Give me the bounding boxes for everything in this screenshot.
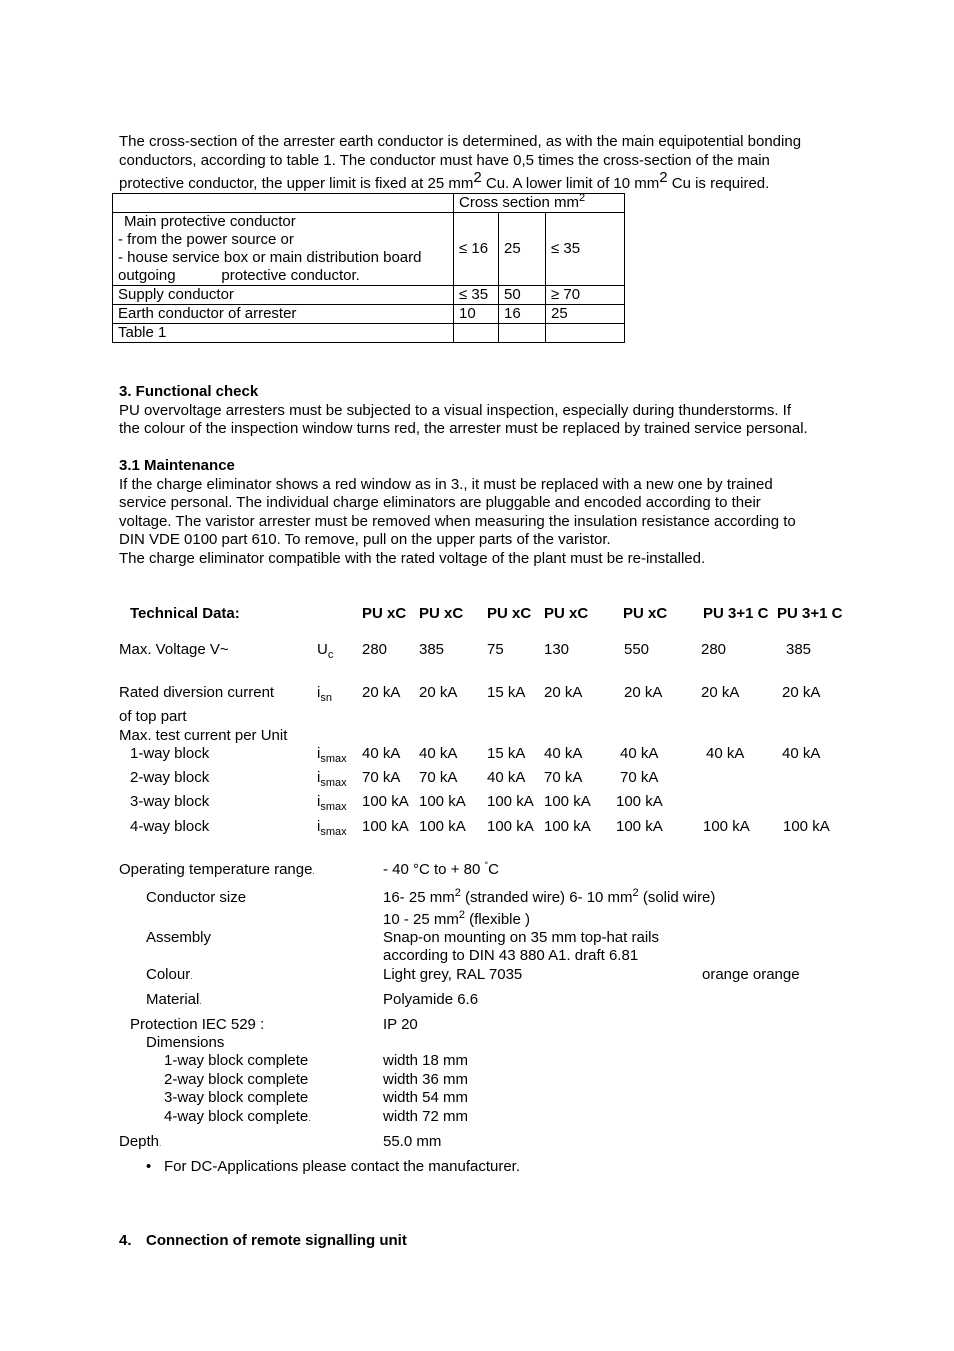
table-label: Main protective conductor xyxy=(124,213,296,230)
spec-value: according to DIN 43 880 A1. draft 6.81 xyxy=(383,947,639,964)
spec-value: 100 kA xyxy=(362,793,409,810)
symbol: i xyxy=(317,818,321,835)
spec-value: 280 xyxy=(362,641,388,658)
dot: . xyxy=(308,1114,311,1123)
table-cell: ≤ 35 xyxy=(454,286,499,305)
spec-value: 40 kA xyxy=(620,745,659,762)
spec-label: Conductor size xyxy=(146,889,247,906)
dimension-label xyxy=(164,1108,310,1125)
spec-value: 15 kA xyxy=(487,684,526,701)
spec-value: 70 kA xyxy=(419,769,458,786)
superscript: 2 xyxy=(579,192,586,204)
dimension-label-text: 4-way block complete xyxy=(164,1108,309,1125)
spec-value: 385 xyxy=(419,641,445,658)
conductor-text: (flexible ) xyxy=(464,911,531,928)
table-cell: ≤ 16 xyxy=(454,213,499,286)
paragraph-line: DIN VDE 0100 part 610. To remove, pull on the upper parts of the varistor. xyxy=(119,531,611,548)
superscript: 2 xyxy=(458,909,465,921)
spec-value: 100 kA xyxy=(616,818,663,835)
block-label: 2-way block xyxy=(130,769,210,786)
section-number: 4. xyxy=(119,1232,132,1249)
spec-value: 40 kA xyxy=(782,745,821,762)
table-header-cell xyxy=(454,194,625,213)
paragraph-line: voltage. The varistor arrester must be removed when measuring the insulation resistance according to xyxy=(119,512,796,530)
table-cell xyxy=(546,324,625,343)
cross-section-table xyxy=(112,193,625,343)
spec-value: 20 kA xyxy=(782,684,821,701)
spec-value: 100 kA xyxy=(487,818,534,835)
spec-value: orange orange xyxy=(702,966,800,983)
table-row xyxy=(113,305,625,324)
spec-value: 75 xyxy=(487,641,504,658)
spec-value: 100 kA xyxy=(616,793,663,810)
subscript: smax xyxy=(320,801,347,813)
spec-value: IP 20 xyxy=(383,1016,418,1033)
column-header: PU xC xyxy=(362,605,407,622)
spec-value: 40 kA xyxy=(706,745,745,762)
table-cell xyxy=(454,324,499,343)
symbol: U xyxy=(317,641,328,658)
spec-value: 385 xyxy=(786,641,812,658)
spec-label xyxy=(146,966,192,983)
section-heading: 3. Functional check xyxy=(119,383,259,400)
spec-value xyxy=(383,889,715,906)
spec-value xyxy=(383,911,530,928)
column-header: PU xC xyxy=(544,605,589,622)
table-cell xyxy=(499,324,546,343)
dimension-value: width 54 mm xyxy=(383,1089,469,1106)
symbol: i xyxy=(317,769,321,786)
column-header: PU xC xyxy=(419,605,464,622)
dot: . xyxy=(312,867,315,876)
spec-symbol xyxy=(317,684,332,704)
paragraph-line: If the charge eliminator shows a red window as in 3., it must be replaced with a new one by trained xyxy=(119,475,773,493)
spec-value: 40 kA xyxy=(487,769,526,786)
table-label: Earth conductor of arrester xyxy=(113,305,454,324)
table-header: Cross section mm xyxy=(459,194,580,211)
dimension-label: 2-way block complete xyxy=(164,1071,309,1088)
spec-value: 70 kA xyxy=(362,769,401,786)
table-label: - from the power source or xyxy=(118,231,294,248)
section-maintenance xyxy=(119,457,879,568)
spec-value: Light grey, RAL 7035 xyxy=(383,966,523,983)
table-row xyxy=(113,324,625,343)
intro-line: conductors, according to table 1. The conductor must have 0,5 times the cross-section of the main xyxy=(119,152,770,169)
table-row xyxy=(113,213,625,286)
spec-value: Polyamide 6.6 xyxy=(383,991,479,1008)
dimension-label: 1-way block complete xyxy=(164,1052,309,1069)
table-cell: ≤ 35 xyxy=(546,213,625,286)
symbol: i xyxy=(317,745,321,762)
temp-text: - 40 °C to + 80 xyxy=(383,861,485,878)
spec-label: Max. test current per Unit xyxy=(119,727,288,744)
dimension-value: width 18 mm xyxy=(383,1052,469,1069)
table-label: - house service box or main distribution board xyxy=(118,249,422,266)
table-caption: Table 1 xyxy=(113,324,454,343)
spec-label-text: Colour xyxy=(146,966,191,983)
dimension-label: 3-way block complete xyxy=(164,1089,309,1106)
paragraph-line: PU overvoltage arresters must be subjected to a visual inspection, especially during thunderstorms. If xyxy=(119,401,791,419)
conductor-text: 10 - 25 mm xyxy=(383,911,459,928)
conductor-text: 16- 25 mm xyxy=(383,889,455,906)
conductor-text: (solid wire) xyxy=(638,889,716,906)
table-cell: 25 xyxy=(499,213,546,286)
spec-symbol xyxy=(317,793,347,813)
spec-value: 20 kA xyxy=(701,684,740,701)
spec-value: Snap-on mounting on 35 mm top-hat rails xyxy=(383,929,659,946)
table-cell: ≥ 70 xyxy=(546,286,625,305)
spec-label xyxy=(146,991,202,1008)
spec-symbol xyxy=(317,818,347,838)
spec-value: 15 kA xyxy=(487,745,526,762)
block-label: 4-way block xyxy=(130,818,210,835)
table-row xyxy=(113,286,625,305)
spec-value: 20 kA xyxy=(624,684,663,701)
paragraph-line: The charge eliminator compatible with the rated voltage of the plant must be re-installed. xyxy=(119,549,706,567)
spec-value: 280 xyxy=(701,641,727,658)
spec-value: 130 xyxy=(544,641,570,658)
spec-label xyxy=(119,1133,161,1150)
spec-label: Max. Voltage V~ xyxy=(119,641,229,658)
intro-text: Cu is required. xyxy=(667,175,770,192)
intro-text: Cu. A lower limit of 10 mm xyxy=(481,175,660,192)
dot: . xyxy=(159,1139,162,1148)
column-header: PU 3+1 C xyxy=(777,605,843,622)
symbol: i xyxy=(317,793,321,810)
spec-value: 20 kA xyxy=(362,684,401,701)
intro-line: The cross-section of the arrester earth conductor is determined, as with the main equipotential bonding xyxy=(119,133,802,150)
subscript: smax xyxy=(320,826,347,838)
dot: . xyxy=(199,997,202,1006)
subscript: sn xyxy=(320,692,332,704)
spec-value: 55.0 mm xyxy=(383,1133,442,1150)
column-header: PU xC xyxy=(487,605,532,622)
subscript: smax xyxy=(320,753,347,765)
spec-value: 550 xyxy=(624,641,650,658)
dimension-value: width 72 mm xyxy=(383,1108,469,1125)
spec-value: 100 kA xyxy=(544,818,591,835)
techdata-title: Technical Data: xyxy=(130,605,240,622)
table-cell xyxy=(113,213,454,286)
degree-sign: ° xyxy=(484,860,489,870)
column-header: PU 3+1 C xyxy=(703,605,769,622)
table-label: Supply conductor xyxy=(113,286,454,305)
spec-value: 100 kA xyxy=(544,793,591,810)
table-row xyxy=(113,194,625,213)
spec-value: 100 kA xyxy=(783,818,830,835)
spec-value: 40 kA xyxy=(362,745,401,762)
spec-value: 70 kA xyxy=(620,769,659,786)
table-cell xyxy=(113,194,454,213)
block-label: 1-way block xyxy=(130,745,210,762)
table-cell: 25 xyxy=(546,305,625,324)
symbol: i xyxy=(317,684,321,701)
section-heading: Connection of remote signalling unit xyxy=(146,1232,407,1249)
intro-text: protective conductor, the upper limit is fixed at 25 mm xyxy=(119,175,474,192)
spec-value: 40 kA xyxy=(544,745,583,762)
spec-label-text: Material xyxy=(146,991,200,1008)
intro-paragraph xyxy=(119,132,879,193)
spec-value: 100 kA xyxy=(362,818,409,835)
spec-value: 40 kA xyxy=(419,745,458,762)
spec-value: 100 kA xyxy=(703,818,750,835)
paragraph-line: the colour of the inspection window turns red, the arrester must be replaced by trained service personal. xyxy=(119,420,808,437)
superscript: 2 xyxy=(473,169,482,186)
spec-value: 20 kA xyxy=(544,684,583,701)
column-header: PU xC xyxy=(623,605,668,622)
spec-label-text: Operating temperature range xyxy=(119,861,313,878)
table-cell: 50 xyxy=(499,286,546,305)
block-label: 3-way block xyxy=(130,793,210,810)
spec-value: 70 kA xyxy=(544,769,583,786)
spec-label: Protection IEC 529 : xyxy=(130,1016,265,1033)
spec-value: 20 kA xyxy=(419,684,458,701)
superscript: 2 xyxy=(454,887,461,899)
table-label: outgoing protective conductor. xyxy=(118,267,360,284)
spec-symbol xyxy=(317,641,334,661)
paragraph-line: service personal. The individual charge eliminators are pluggable and encoded according to their xyxy=(119,494,761,511)
conductor-text: (stranded wire) 6- 10 mm xyxy=(460,889,633,906)
table-cell: 10 xyxy=(454,305,499,324)
spec-label: Assembly xyxy=(146,929,212,946)
spec-value xyxy=(383,861,499,878)
spec-label: Rated diversion current xyxy=(119,684,275,701)
subscript: c xyxy=(327,649,334,661)
spec-label: of top part xyxy=(119,708,187,725)
spec-symbol xyxy=(317,745,347,765)
table-cell: 16 xyxy=(499,305,546,324)
spec-symbol xyxy=(317,769,347,789)
dot: . xyxy=(190,972,193,981)
spec-value: 100 kA xyxy=(419,793,466,810)
spec-value: 100 kA xyxy=(487,793,534,810)
subscript: smax xyxy=(320,777,347,789)
section-functional-check xyxy=(119,383,879,439)
spec-value: 100 kA xyxy=(419,818,466,835)
temp-text: C xyxy=(488,861,499,878)
dimension-value: width 36 mm xyxy=(383,1071,469,1088)
spec-label: Dimensions xyxy=(146,1034,225,1051)
intro-line xyxy=(119,169,879,193)
bullet-note: • For DC-Applications please contact the manufacturer. xyxy=(164,1158,520,1175)
section-heading: 3.1 Maintenance xyxy=(119,457,235,474)
spec-label xyxy=(119,861,315,878)
superscript: 2 xyxy=(659,169,668,186)
spec-label-text: Depth xyxy=(119,1133,160,1150)
superscript: 2 xyxy=(632,887,639,899)
